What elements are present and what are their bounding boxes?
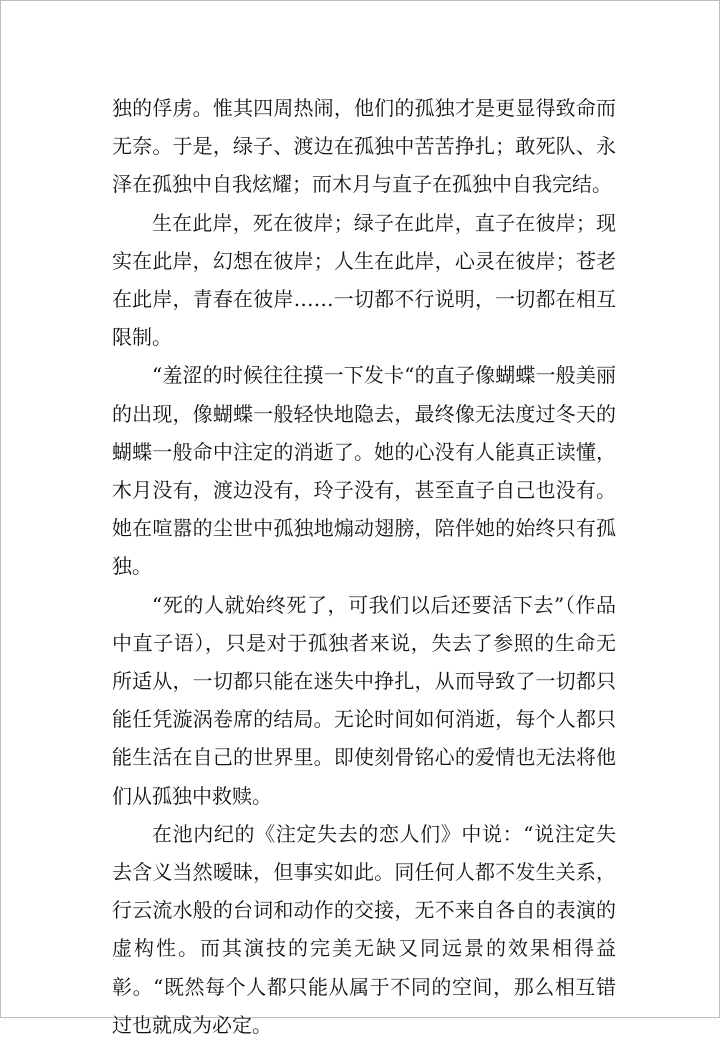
paragraph-3: “羞涩的时候往往摸一下发卡“的直子像蝴蝶一般美丽的出现，像蝴蝶一般轻快地隐去，最终像无法度过冬天的蝴蝶一般命中注定的消逝了。她的心没有人能真正读懂，木月没有，渡边没有，玲子没有，甚至直子自己也没有。她在喧嚣的尘世中孤独地煽动翅膀，陪伴她的始终只有孤独。 <box>112 363 616 579</box>
paragraph-4: “死的人就始终死了，可我们以后还要活下去”（作品中直子语），只是对于孤独者来说，失去了参照的生命无所适从，一切都只能在迷失中挣扎，从而导致了一切都只能任凭漩涡卷席的结局。无论时间如何消逝，每个人都只能生活在自己的世界里。即使刻骨铭心的爱情也无法将他们从孤独中救赎。 <box>112 592 616 808</box>
paragraph-5: 在池内纪的《注定失去的恋人们》中说：“说注定失去含义当然暧昧，但事实如此。同任何人都不发生关系，行云流水般的台词和动作的交接，无不来自各自的表演的虚构性。而其演技的完美无缺又同远景的效果相得益彰。“既然每个人都只能从属于不同的空间，那么相互错过也就成为必定。 <box>112 821 616 1037</box>
body-text <box>112 89 616 1044</box>
paragraph-2: 生在此岸，死在彼岸；绿子在此岸，直子在彼岸；现实在此岸，幻想在彼岸；人生在此岸，心灵在彼岸；苍老在此岸，青春在彼岸……一切都不行说明，一切都在相互限制。 <box>112 210 616 350</box>
paragraph-1: 独的俘虏。惟其四周热闹，他们的孤独才是更显得致命而无奈。于是，绿子、渡边在孤独中苦苦挣扎；敢死队、永泽在孤独中自我炫耀；而木月与直子在孤独中自我完结。 <box>112 96 616 197</box>
